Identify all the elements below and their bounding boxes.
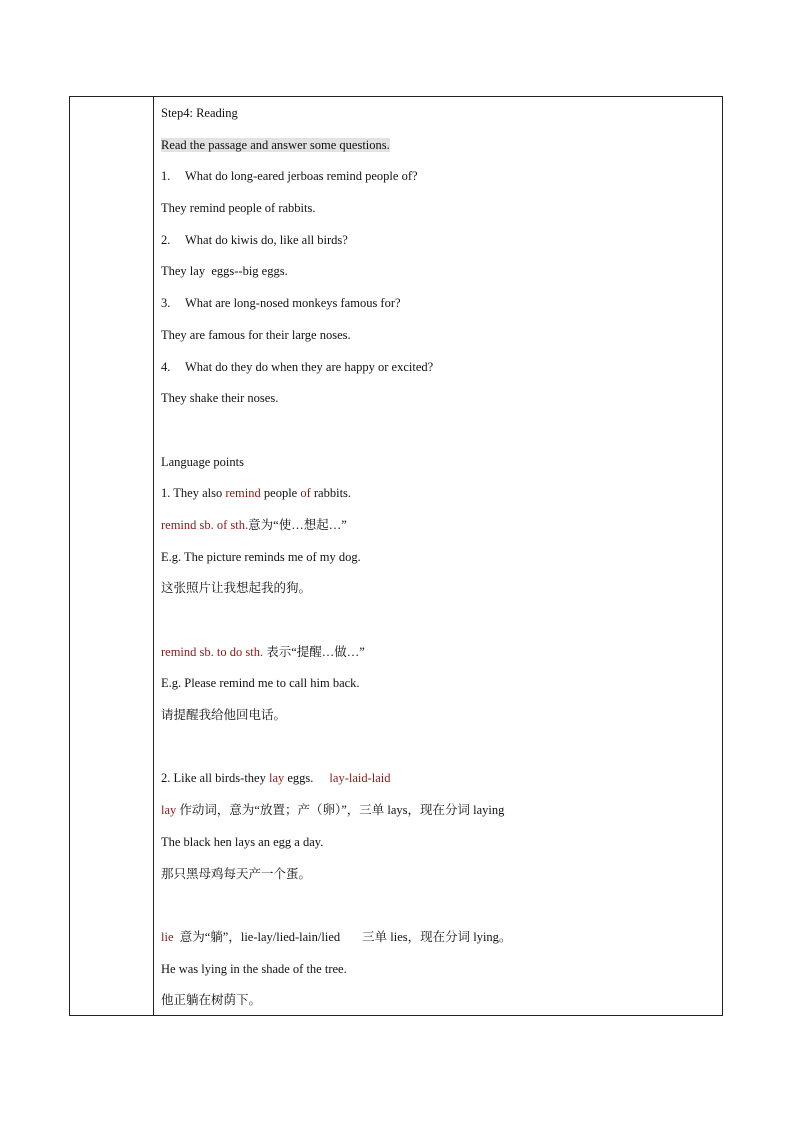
blank-line: [161, 895, 714, 927]
lie-definition: lie 意为“躺”，lie-lay/lied-lain/lied 三单 lies，现在分词 lying。: [161, 929, 512, 944]
answer-3: They are famous for their large noses.: [161, 327, 351, 342]
question-3: 3. What are long-nosed monkeys famous for?: [161, 296, 401, 311]
example-2-cn: 请提醒我给他回电话。: [161, 708, 287, 723]
question-4: 4. What do they do when they are happy or excited?: [161, 359, 434, 374]
example-1-cn: 这张照片让我想起我的狗。: [161, 581, 312, 596]
instruction: Read the passage and answer some questions.: [161, 137, 390, 152]
lay-definition: lay 作动词，意为“放置；产（卵）”，三单 lays，现在分词 laying: [161, 803, 505, 818]
question-2: 2. What do kiwis do, like all birds?: [161, 232, 348, 247]
point-2-sentence: 2. Like all birds-they lay eggs. lay-laid-laid: [161, 771, 391, 786]
example-1-en: E.g. The picture reminds me of my dog.: [161, 549, 361, 564]
lesson-table: [69, 96, 723, 1016]
question-1: 1. What do long-eared jerboas remind people of?: [161, 169, 418, 184]
remind-to-phrase: remind sb. to do sth. 表示“提醒…做…”: [161, 644, 365, 659]
language-points-heading: Language points: [161, 454, 244, 469]
step-title: Step4: Reading: [161, 106, 238, 120]
example-4-en: He was lying in the shade of the tree.: [161, 961, 347, 976]
example-4-cn: 他正躺在树荫下。: [161, 993, 262, 1008]
point-1-sentence: 1. They also remind people of rabbits.: [161, 486, 352, 501]
answer-2: They lay eggs--big eggs.: [161, 264, 288, 279]
example-3-en: The black hen lays an egg a day.: [161, 834, 324, 849]
lesson-content: [161, 103, 714, 1022]
answer-4: They shake their noses.: [161, 391, 279, 406]
example-2-en: E.g. Please remind me to call him back.: [161, 676, 360, 691]
remind-of-phrase: remind sb. of sth.意为“使…想起…”: [161, 517, 347, 532]
instruction-line: [161, 135, 714, 167]
example-3-cn: 那只黑母鸡每天产一个蛋。: [161, 866, 312, 881]
blank-line: [161, 610, 714, 642]
blank-line: [161, 737, 714, 769]
answer-1: They remind people of rabbits.: [161, 201, 316, 216]
column-divider: [153, 97, 154, 1015]
blank-line: [161, 420, 714, 452]
